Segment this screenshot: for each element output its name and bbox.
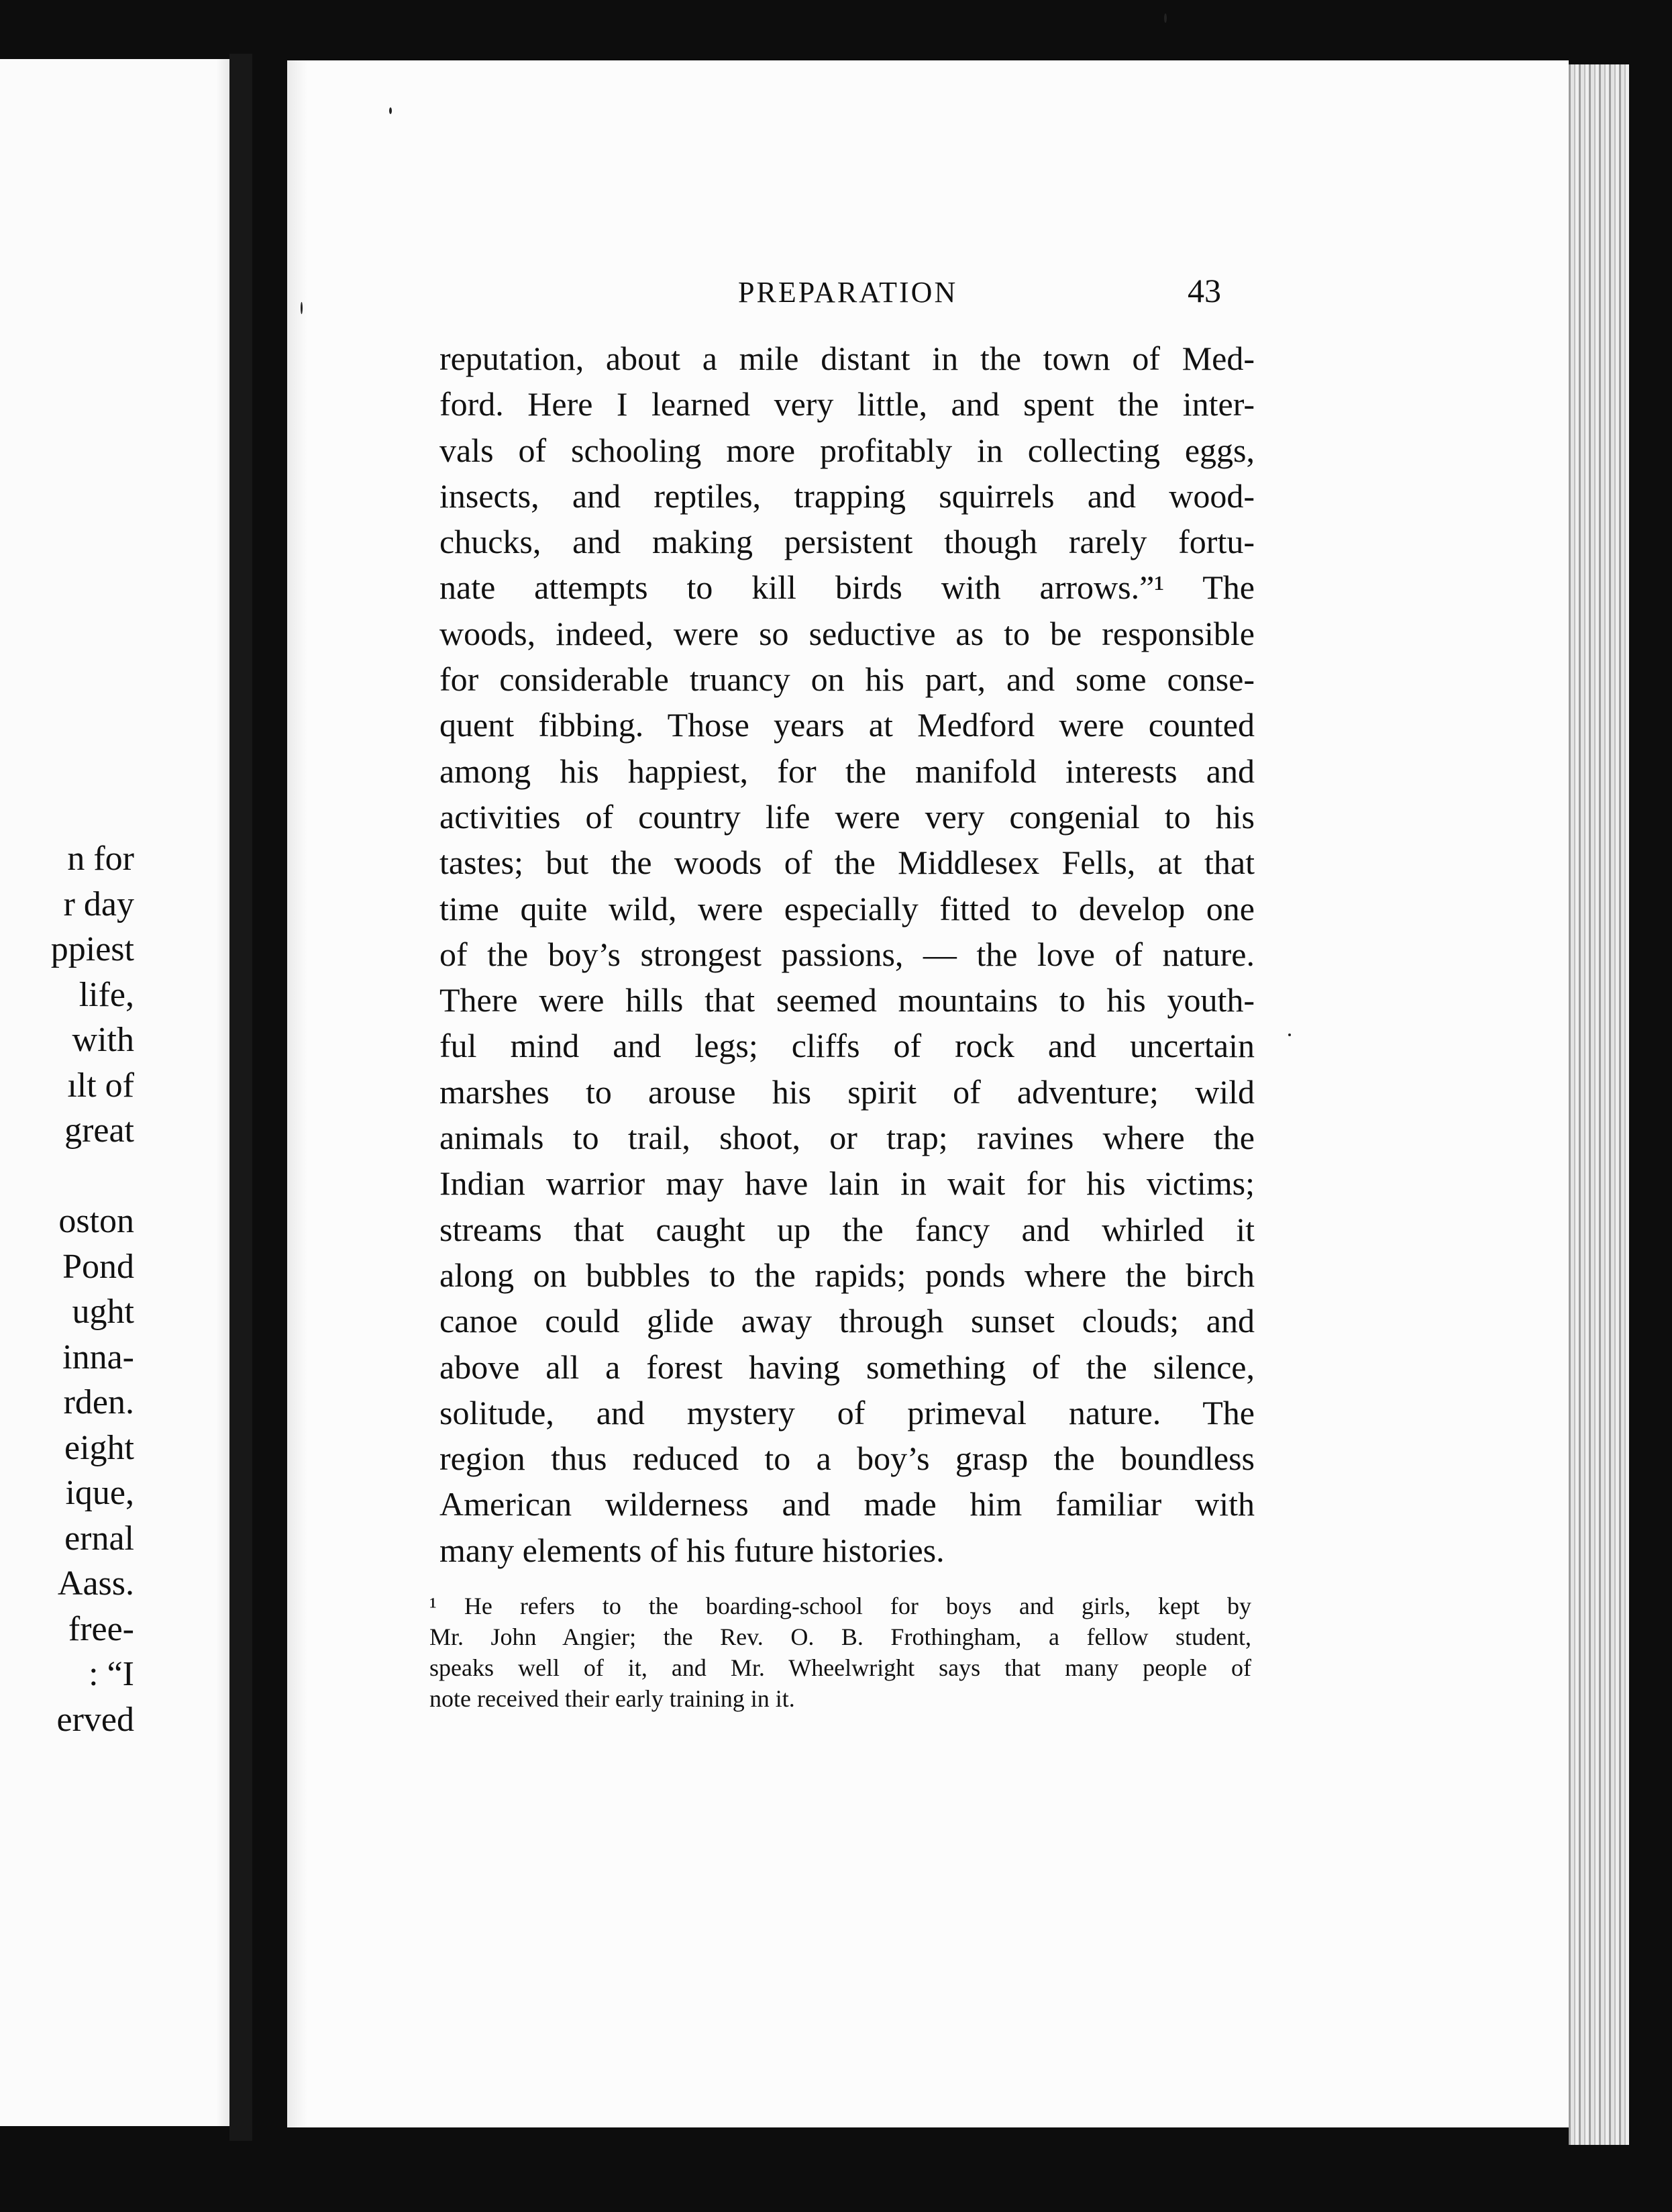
left-fragment: life,: [79, 975, 134, 1014]
body-text: [439, 336, 1255, 1573]
text-line: vals of schooling more profitably in collecting eggs,: [439, 431, 1255, 469]
text-line: reputation, about a mile distant in the town of Med-: [439, 340, 1255, 377]
left-fragment: ılt of: [67, 1066, 134, 1105]
footnote-line: ¹ He refers to the boarding-school for boys and girls, kept by: [429, 1593, 1251, 1619]
running-head: PREPARATION: [738, 276, 958, 309]
text-line: insects, and reptiles, trapping squirrels and wood-: [439, 476, 1255, 515]
text-line: tastes; but the woods of the Middlesex Fells, at that: [439, 844, 1255, 882]
text-line: ful mind and legs; cliffs of rock and uncertain: [439, 1027, 1255, 1065]
text-line: along on bubbles to the rapids; ponds where the birch: [439, 1256, 1255, 1294]
page-fore-edge: [1569, 64, 1629, 2145]
right-page-gutter-shadow: [287, 60, 307, 2127]
left-fragment: : “I: [89, 1655, 134, 1693]
scan-border: [1629, 60, 1672, 2212]
footnote: [429, 1591, 1251, 1714]
left-fragment: eight: [64, 1428, 134, 1467]
left-fragment: erved: [56, 1700, 134, 1739]
text-line: marshes to arouse his spirit of adventure; wild: [439, 1072, 1255, 1111]
left-fragment: ppiest: [50, 930, 134, 968]
text-line: among his happiest, for the manifold interests and: [439, 752, 1255, 790]
left-fragment: rden.: [63, 1383, 134, 1421]
left-fragment: with: [72, 1021, 134, 1059]
text-line: animals to trail, shoot, or trap; ravines where the: [439, 1119, 1255, 1157]
text-line: chucks, and making persistent though rarely fortu-: [439, 523, 1255, 561]
text-line: quent fibbing. Those years at Medford were counted: [439, 706, 1255, 744]
text-line: time quite wild, were especially fitted to develop one: [439, 889, 1255, 927]
text-line: nate attempts to kill birds with arrows.”¹ The: [439, 568, 1255, 607]
text-line: American wilderness and made him familiar with: [439, 1485, 1255, 1523]
left-fragment: Pond: [62, 1247, 134, 1286]
page-number: 43: [1188, 272, 1221, 309]
footnote-line: note received their early training in it.: [429, 1685, 795, 1712]
left-fragment: ique,: [65, 1474, 134, 1512]
scan-speck: [1164, 13, 1167, 23]
text-line: for considerable truancy on his part, and some conse-: [439, 660, 1255, 699]
paragraph-gap: [0, 1154, 134, 1199]
left-fragment: ernal: [64, 1519, 134, 1558]
footnote-line: Mr. John Angier; the Rev. O. B. Frothingham, a fellow student,: [429, 1623, 1251, 1650]
scan-speck: [301, 302, 303, 314]
left-fragment: free-: [68, 1609, 134, 1648]
left-fragment: great: [64, 1111, 134, 1150]
left-page: [0, 59, 229, 2126]
text-line: Indian warrior may have lain in wait for his victims;: [439, 1164, 1255, 1203]
left-fragment: ught: [72, 1293, 134, 1331]
left-page-edge-shadow: [216, 59, 229, 2126]
text-line: ford. Here I learned very little, and spent the inter-: [439, 385, 1255, 423]
left-fragment: oston: [58, 1202, 134, 1240]
scan-speck: [1288, 1034, 1291, 1036]
text-line: activities of country life were very congenial to his: [439, 797, 1255, 836]
text-line: There were hills that seemed mountains to his youth-: [439, 981, 1255, 1019]
text-line: streams that caught up the fancy and whirled it: [439, 1210, 1255, 1248]
text-line: of the boy’s strongest passions, — the love of nature.: [439, 935, 1255, 973]
text-line: many elements of his future histories.: [439, 1531, 945, 1569]
left-fragment: r day: [63, 885, 134, 923]
text-line: canoe could glide away through sunset clouds; and: [439, 1302, 1255, 1340]
text-line: above all a forest having something of the silence,: [439, 1348, 1255, 1386]
left-fragment: inna-: [62, 1338, 134, 1376]
text-line: solitude, and mystery of primeval nature. The: [439, 1393, 1255, 1431]
left-fragment: n for: [67, 840, 134, 878]
left-page-text-fragments: [0, 836, 134, 1742]
text-line: woods, indeed, were so seductive as to be responsible: [439, 614, 1255, 652]
book-gutter: [229, 54, 252, 2141]
text-line: region thus reduced to a boy’s grasp the boundless: [439, 1440, 1255, 1478]
footnote-line: speaks well of it, and Mr. Wheelwright says that many people of: [429, 1654, 1251, 1681]
left-fragment: Aass.: [57, 1564, 134, 1603]
scan-speck: [389, 107, 392, 114]
